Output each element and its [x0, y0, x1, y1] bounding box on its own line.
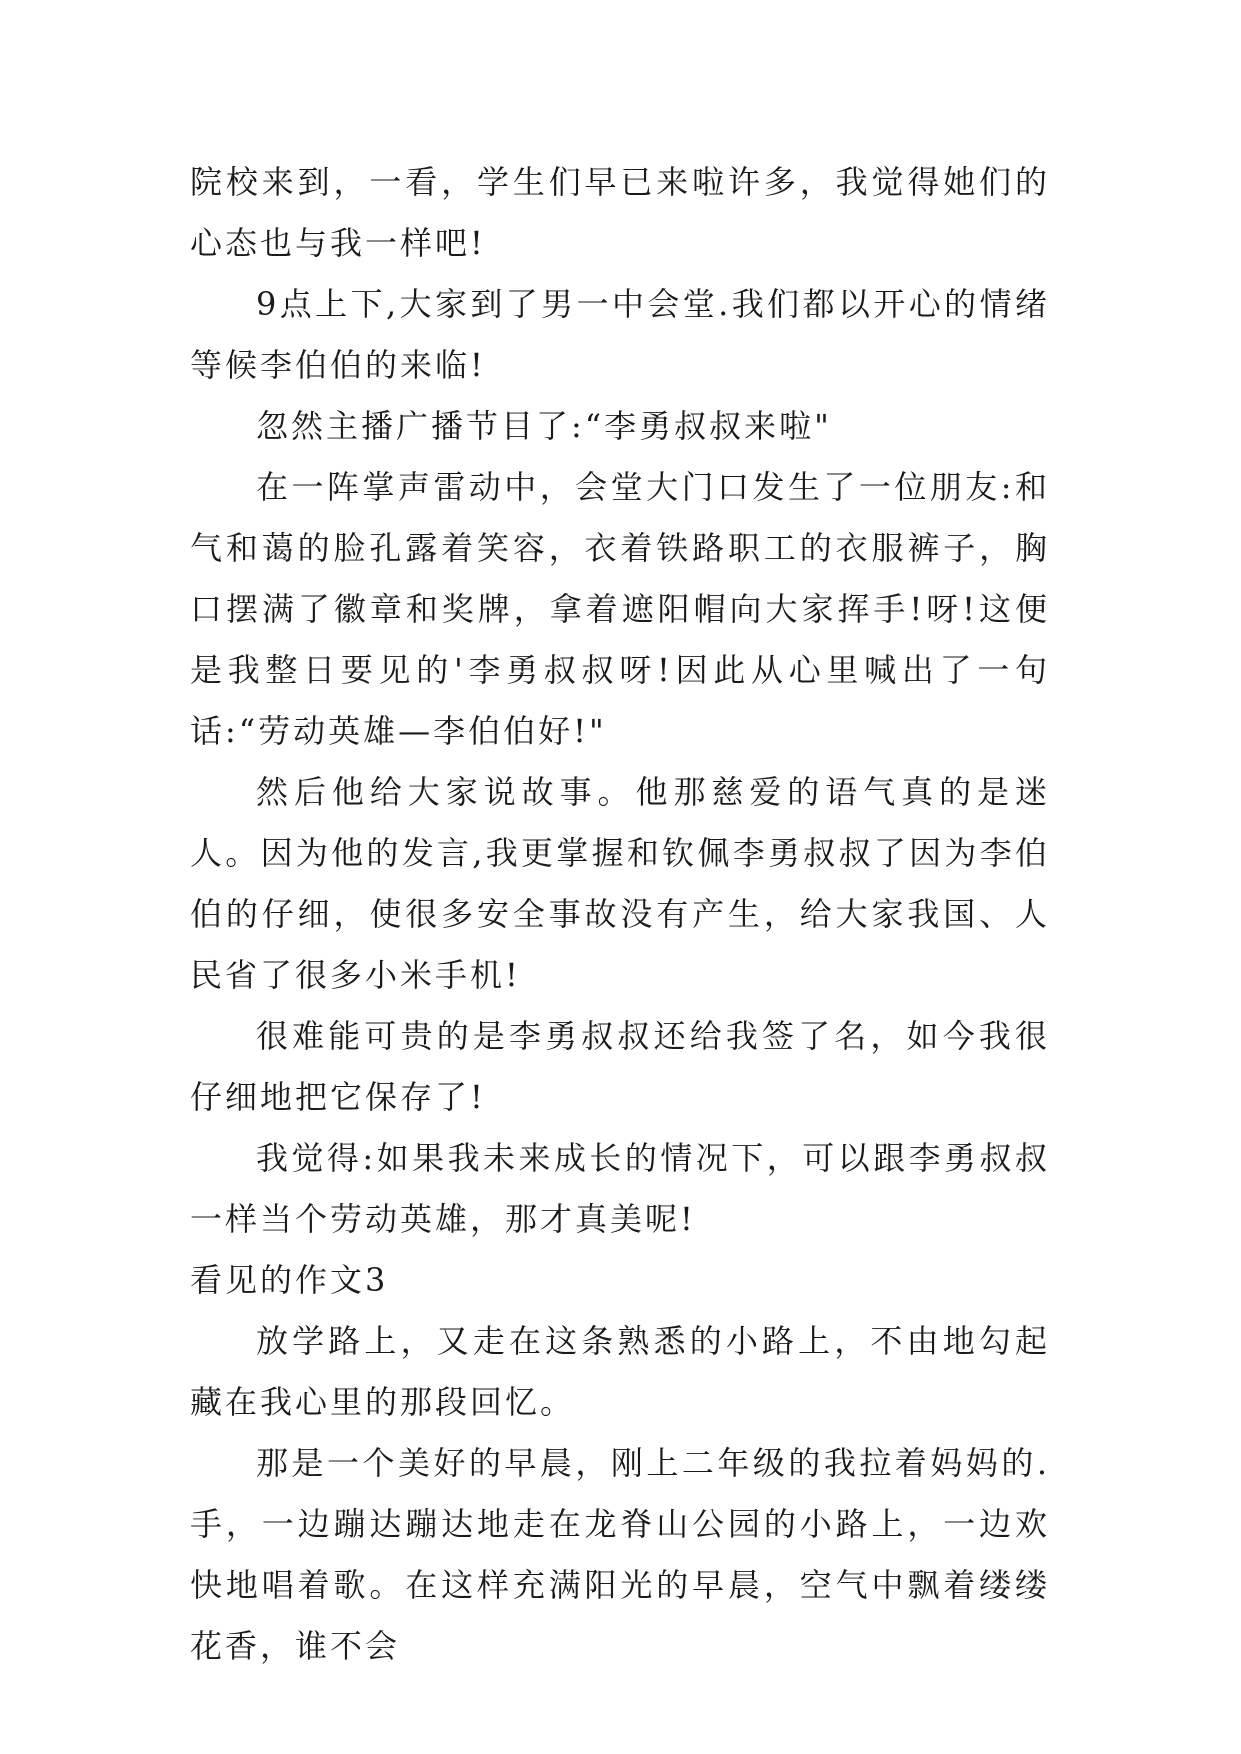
section-heading: 看见的作文3	[190, 1261, 389, 1299]
paragraph-5: 然后他给大家说故事。他那慈爱的语气真的是迷人。因为他的发言,我更掌握和钦佩李勇叔叔了因为李伯伯的仔细，使很多安全事故没有产生，给大家我国、人民省了很多小米手机!	[190, 773, 1050, 994]
paragraph-8: 放学路上，又走在这条熟悉的小路上，不由地勾起藏在我心里的那段回忆。	[190, 1322, 1050, 1421]
paragraph-3: 忽然主播广播节目了:“李勇叔叔来啦"	[256, 407, 832, 445]
paragraph-9: 那是一个美好的早晨，刚上二年级的我拉着妈妈的.手，一边蹦达蹦达地走在龙脊山公园的小路上，一边欢快地唱着歌。在这样充满阳光的早晨，空气中飘着缕缕花香，谁不会	[190, 1444, 1050, 1665]
paragraph-6: 很难能可贵的是李勇叔叔还给我签了名，如今我很仔细地把它保存了!	[190, 1017, 1050, 1116]
document-body	[190, 152, 1050, 1677]
paragraph-4: 在一阵掌声雷动中，会堂大门口发生了一位朋友:和气和蔼的脸孔露着笑容，衣着铁路职工的衣服裤子，胸口摆满了徽章和奖牌，拿着遮阳帽向大家挥手!呀!这便是我整日要见的'李勇叔叔呀!因此从心里喊出了一句话:“劳动英雄—李伯伯好!"	[190, 468, 1050, 750]
paragraph-7: 我觉得:如果我未来成长的情况下，可以跟李勇叔叔一样当个劳动英雄，那才真美呢!	[190, 1139, 1050, 1238]
paragraph-2: 9点上下,大家到了男一中会堂.我们都以开心的情绪等候李伯伯的来临!	[190, 285, 1050, 384]
paragraph-1: 院校来到，一看，学生们早已来啦许多，我觉得她们的心态也与我一样吧!	[190, 163, 1050, 262]
